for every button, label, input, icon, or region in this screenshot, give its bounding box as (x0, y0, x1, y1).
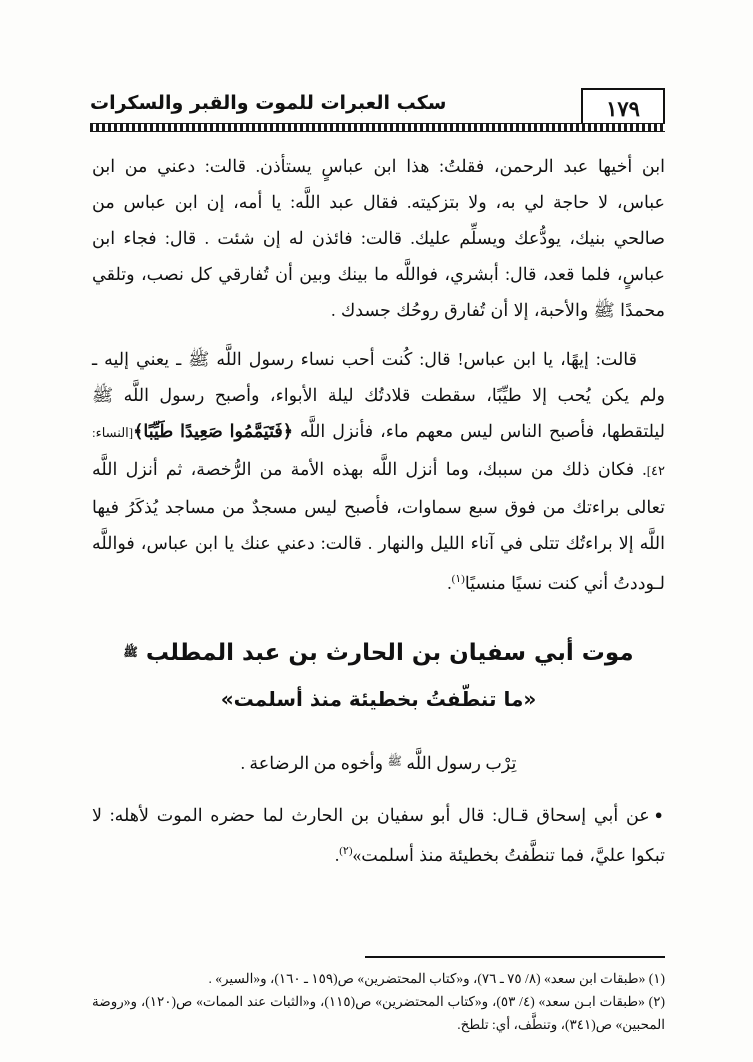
quran-verse: ﴿فَتَيَمَّمُوا صَعِيدًا طَيِّبًا﴾ (133, 421, 293, 441)
paragraph-2 (92, 341, 665, 601)
quran-reference: [النساء: ٤٢] (92, 425, 665, 478)
page-number: ١٧٩ (581, 88, 665, 130)
footnotes-area (92, 956, 665, 1036)
paragraph-2-text-b: . فكان ذلك من سببك، وما أنزل اللَّه بهذه الأمة من الرُّخصة، ثم أنزل اللَّه تعالى براءتك من فوق سبع سماوات، فأصبح ليس مسجدٌ من مساجد يُذكَرُ فيها اللَّه إلا براءتُك تتلى في آناء الليل والنهار . قالت: دعني عنك يا ابن عباس، فواللَّه لـوددتُ أني كنت نسيًا منسيًا (92, 459, 665, 593)
paragraph-1-text: ابن أخيها عبد الرحمن، فقلتُ: هذا ابن عباسٍ يستأذن. قالت: دعني من ابن عباس، لا حاجة لي به، ولا بتزكيته. فقال عبد اللَّه: يا أمه، إن ابن عباس من صالحي بنيك، يودُّعك ويسلِّم عليك. قالت: فائذن له إن شئت . قال: فجاء ابن عباسٍ، فلما قعد، قال: أبشري، فواللَّه ما بينك وبين أن تُفارقي كل نصب، وتلقي محمدًا ﷺ والأحبة، إلا أن تُفارق روحُك جسدك . (92, 156, 665, 320)
footnote-divider (365, 956, 665, 958)
footnote-marker-1: (١) (451, 573, 465, 585)
footnote-1: (١) «طبقات ابن سعد» (٨/ ٧٥ ـ ٧٦)، و«كتاب المحتضرين» ص(١٥٩ ـ ١٦٠)، و«السير» . (208, 971, 665, 986)
footnote-marker-2: (٢) (339, 845, 353, 858)
narration-bullet (92, 797, 665, 873)
intro-line-b: وأخوه من الرضاعة . (240, 752, 388, 773)
footnote-2: (٢) «طبقات ابـن سعد» (٤/ ٥٣)، و«كتاب المحتضرين» ص(١١٥)، و«الثبات عند الممات» ص(١٢٠)، و«روضة المحبين» ص(٣٤١)، وتنطَّف، أي: تلطخ. (92, 994, 665, 1032)
section-heading-block (92, 635, 665, 714)
sallallahu-alayhi-icon: ﷺ (387, 753, 402, 768)
header-divider (90, 123, 665, 132)
bullet-icon: ● (654, 807, 665, 823)
sallallahu-alayhi-icon: ﷺ (123, 644, 138, 659)
intro-line-a: تِرْب رسول اللَّه (401, 752, 517, 773)
section-subtitle: «ما تنطّفتُ بخطيئة منذ أسلمت» (220, 686, 537, 711)
paragraph-2-end: . (447, 572, 452, 593)
intro-line (92, 744, 665, 780)
paragraph-2-text-a: قالت: إيهًا، يا ابن عباس! قال: كُنت أحب نساء رسول اللَّه ﷺ ـ يعني إليه ـ ولم يكن يُحب إلا طيِّبًا، سقطت قلادتُك ليلة الأبواء، وأصبح رسول اللَّه ﷺ ليلتقطها، فأصبح الناس ليس معهم ماء، فأنزل اللَّه (92, 349, 666, 441)
section-title (92, 635, 665, 670)
paragraph-1 (92, 148, 665, 328)
section-title-text: موت أبي سفيان بن الحارث بن عبد المطلب (145, 639, 634, 666)
narration-end: . (334, 845, 340, 866)
narration-text: عن أبي إسحاق قـال: قال أبو سفيان بن الحارث لما حضره الموت لأهله: لا تبكوا عليَّ، فما تنطَّفتُ بخطيئة منذ أسلمت» (92, 805, 665, 866)
book-title: سكب العبرات للموت والقبر والسكرات (90, 92, 447, 114)
page-header (90, 88, 665, 132)
page-content (92, 148, 665, 942)
